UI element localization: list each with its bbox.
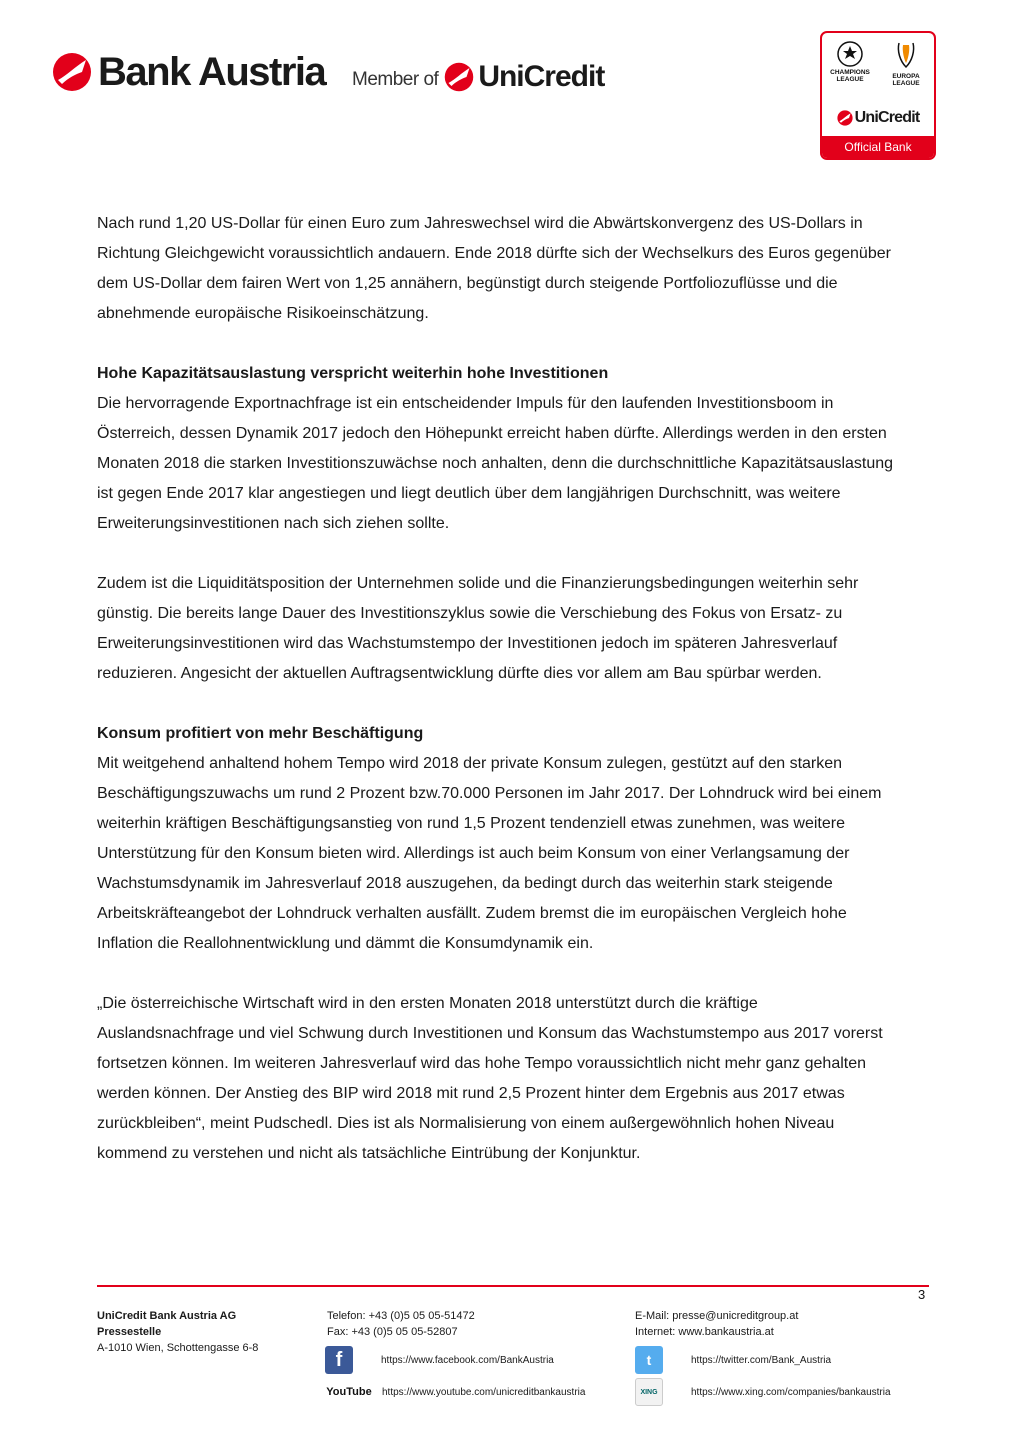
official-bank-label: Official Bank <box>822 136 934 158</box>
twitter-link-row[interactable] <box>635 1346 831 1374</box>
section-heading: Hohe Kapazitätsauslastung verspricht weiterhin hohe Investitionen <box>97 365 609 382</box>
unicredit-emblem-icon <box>444 62 474 92</box>
section-heading: Konsum profitiert von mehr Beschäftigung <box>97 725 424 742</box>
facebook-icon[interactable]: f <box>325 1346 353 1374</box>
unicredit-emblem-icon <box>837 110 853 126</box>
facebook-url[interactable]: https://www.facebook.com/BankAustria <box>381 1354 554 1366</box>
address: A-1010 Wien, Schottengasse 6-8 <box>97 1342 259 1354</box>
internet: Internet: www.bankaustria.at <box>635 1326 774 1338</box>
paragraph: Nach rund 1,20 US-Dollar für einen Euro zum Jahreswechsel wird die Abwärtskonvergenz des US-Dollars in Richtung Gleichgewicht voraussichtlich andauern. Ende 2018 dürfte sich der Wechselkurs des Euros gegenüber dem US-Dollar dem fairen Wert von 1,25 annähern, begünstigt durch steigende Portfoliozuflüsse und die abnehmende europäische Risikoeinschätzung. <box>97 215 891 322</box>
youtube-logo-text: YouTube <box>326 1386 372 1398</box>
unicredit-emblem-icon <box>52 52 92 92</box>
champions-league-logo <box>824 41 876 87</box>
youtube-icon[interactable] <box>325 1378 373 1406</box>
youtube-url[interactable]: https://www.youtube.com/unicreditbankaustria <box>382 1386 586 1398</box>
youtube-link-row[interactable] <box>325 1378 585 1406</box>
unicredit-wordmark: UniCredit <box>478 60 605 93</box>
badge-unicredit-label: UniCredit <box>854 109 920 126</box>
europa-league-logo <box>880 41 932 87</box>
footer-address <box>97 1308 258 1356</box>
xing-logo-text: XING <box>640 1388 658 1396</box>
department: Pressestelle <box>97 1326 162 1338</box>
paragraph: Die hervorragende Exportnachfrage ist ein entscheidender Impuls für den laufenden Investitionsboom in Österreich, dessen Dynamik 2017 jedoch den Höhepunkt erreicht haben dürfte. Allerdings werden in den ersten Monaten 2018 die starken Investitionszuwächse noch anhalten, denn die durchschnittliche Kapazitätsauslastung ist gegen Ende 2017 klar angestiegen und liegt deutlich über dem langjährigen Durchschnitt, was weitere Erweiterungsinvestitionen nach sich ziehen sollte. <box>97 395 894 532</box>
footer-phone <box>327 1308 475 1340</box>
article-body <box>97 209 897 1199</box>
bank-name: Bank Austria <box>98 50 326 94</box>
xing-icon[interactable] <box>635 1378 663 1406</box>
badge-unicredit <box>822 109 934 127</box>
xing-link-row[interactable] <box>635 1378 891 1406</box>
starball-icon <box>837 41 863 67</box>
paragraph: „Die österreichische Wirtschaft wird in den ersten Monaten 2018 unterstützt durch die kräftige Auslandsnachfrage und viel Schwung durch Investitionen und Konsum das Wachstumstempo aus 2017 vorerst fortsetzen können. Im weiteren Jahresverlauf wird das hohe Tempo voraussichtlich nicht mehr ganz gehalten werden können. Der Anstieg des BIP wird 2018 mit rund 2,5 Prozent hinter dem Ergebnis aus 2017 etwas zurückbleiben“, meint Pudschedl. Dies ist als Normalisierung von einem außergewöhnlich hohen Niveau kommend zu verstehen und nicht als tatsächliche Eintrübung der Konjunktur. <box>97 995 883 1162</box>
email: E-Mail: presse@unicreditgroup.at <box>635 1310 799 1322</box>
footer-divider <box>97 1285 929 1287</box>
phone: Telefon: +43 (0)5 05 05-51472 <box>327 1310 475 1322</box>
paragraph: Mit weitgehend anhaltend hohem Tempo wird 2018 der private Konsum zulegen, gestützt auf den starken Beschäftigungszuwachs um rund 2 Prozent bzw.70.000 Personen im Jahr 2017. Der Lohndruck wird bei einem weiterhin kräftigen Beschäftigungsanstieg von rund 1,5 Prozent tendenziell etwas zunehmen, was weitere Unterstützung für den Konsum bieten wird. Allerdings ist auch beim Konsum von einer Verlangsamung der Wachstumsdynamik im Jahresverlauf 2018 auszugehen, da bedingt durch das weiterhin stark steigende Arbeitskräfteangebot der Lohndruck verhalten ausfällt. Zudem bremst die im europäischen Vergleich hohe Inflation die Reallohnentwicklung und dämmt die Konsumdynamik ein. <box>97 755 882 952</box>
xing-url[interactable]: https://www.xing.com/companies/bankaustria <box>691 1386 891 1398</box>
official-bank-badge <box>820 31 936 160</box>
company-name: UniCredit Bank Austria AG <box>97 1310 237 1322</box>
fax: Fax: +43 (0)5 05 05-52807 <box>327 1326 458 1338</box>
facebook-link-row[interactable] <box>325 1346 554 1374</box>
europa-trophy-icon <box>895 41 917 71</box>
europa-league-label: EUROPA LEAGUE <box>892 73 920 87</box>
page-number: 3 <box>918 1287 926 1302</box>
paragraph: Zudem ist die Liquiditätsposition der Unternehmen solide und die Finanzierungsbedingungen weiterhin sehr günstig. Die bereits lange Dauer des Investitionszyklus sowie die Verschiebung des Fokus von Ersatz- zu Erweiterungsinvestitionen wird das Wachstumstempo der Investitionen jedoch im späteren Jahresverlauf reduzieren. Angesicht der aktuellen Auftragsentwicklung dürfte dies vor allem am Bau spürbar werden. <box>97 575 859 682</box>
champions-league-label: CHAMPIONS LEAGUE <box>830 69 870 83</box>
member-of-unicredit <box>352 60 604 94</box>
bank-austria-logo <box>52 52 325 92</box>
twitter-url[interactable]: https://twitter.com/Bank_Austria <box>691 1354 832 1366</box>
footer-contact <box>635 1308 798 1340</box>
member-of-label: Member of <box>352 69 439 90</box>
twitter-icon[interactable]: t <box>635 1346 663 1374</box>
